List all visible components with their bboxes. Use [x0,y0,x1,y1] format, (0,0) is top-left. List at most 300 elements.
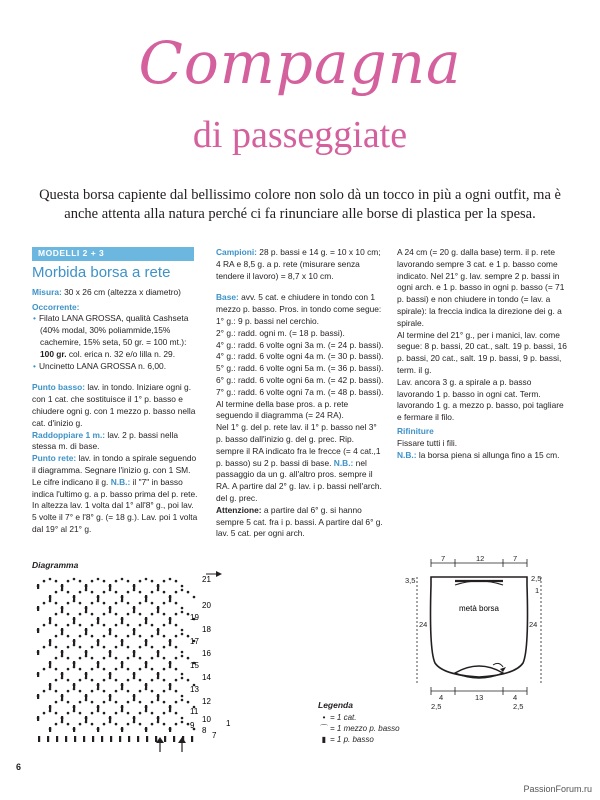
chain-stitch [181,695,184,698]
chain-stitch [151,712,154,715]
chain-stitch [115,613,118,616]
chain-stitch [91,635,94,638]
chain-stitch [133,633,136,636]
chain-stitch [79,690,82,693]
chain-stitch [115,591,118,594]
chain-stitch [151,580,154,583]
chain-stitch [163,624,166,627]
chain-stitch [73,600,76,603]
svg-text:13: 13 [190,685,199,694]
chain-stitch [157,633,160,636]
chain-stitch [67,646,70,649]
chain-stitch [67,624,70,627]
single-crochet [133,672,135,677]
chain-stitch [133,611,136,614]
chain-stitch [127,679,130,682]
base-single-crochet [56,736,58,742]
base-single-crochet [83,736,85,742]
chain-stitch [139,679,142,682]
single-crochet [109,628,111,633]
finish-text: A 24 cm (= 20 g. dalla base) term. il p. rete lavorando sempre 3 cat. e 1 p. basso come indicato. Nel 21° g. lav. sempre 2 p. bassi in ogni arch. e 1 p. basso in ogni p. basso (= 71 p. bassi) e non chiudere in tondo (= lav. a spirale): la freccia indica la direzione dei g. a spirale. [397,247,565,328]
single-crochet [169,617,171,622]
single-crochet [133,606,135,611]
chain-stitch [55,657,58,660]
single-crochet [37,716,39,721]
base: Base: avv. 5 cat. e chiudere in tondo con 1 mezzo p. basso. Pros. in tondo come segue: [216,292,382,315]
chain-stitch [163,712,166,715]
single-crochet [49,683,51,688]
chain-stitch [79,602,82,605]
occorrente-label: Occorrente: [32,301,80,312]
legend-title: Legenda [318,700,353,710]
base-single-crochet [155,736,157,742]
chain-stitch [49,666,52,669]
chain-stitch [115,602,118,605]
mesh-grid [37,578,196,742]
chain-stitch [61,589,64,592]
svg-text:4: 4 [513,693,518,702]
materials-hook: • Uncinetto LANA GROSSA n. 6,00. [32,361,200,373]
single-crochet [85,672,87,677]
chain-stitch [157,655,160,658]
chain-stitch [121,600,124,603]
svg-text:18: 18 [202,625,211,634]
chain-stitch [121,688,124,691]
chain-stitch [55,613,58,616]
single-crochet [97,727,99,732]
single-crochet [109,716,111,721]
chain-stitch [139,657,142,660]
chain-stitch [163,657,166,660]
svg-text:24: 24 [419,620,428,629]
single-crochet [169,727,171,732]
chain-stitch [43,646,46,649]
chain-stitch [115,668,118,671]
chain-stitch [133,589,136,592]
chain-stitch [85,633,88,636]
chain-stitch [109,677,112,680]
chain-stitch [91,723,94,726]
chain-stitch [55,646,58,649]
chain-stitch [151,701,154,704]
single-crochet [157,606,159,611]
chain-stitch [115,657,118,660]
chain-stitch [157,721,160,724]
intro-paragraph: Questa borsa capiente dal bellissimo colore non solo dà un tocco in più a ogni outfit, ma è anche attenta alla natura perché ci fa rinunciare alle borse di plastica per la spesa. [39,187,561,222]
page-subtitle: di passeggiate [192,114,408,156]
svg-text:17: 17 [190,637,199,646]
chain-stitch [133,655,136,658]
attenzione: Attenzione: a partire dal 6° g. si hanno sempre 5 cat. fra i p. bassi. A partire dal 6° g. lav. 5 cat. per ogni arch. [216,504,383,539]
chain-stitch [163,701,166,704]
base-row: 4° g.: radd. 6 volte ogni 3a m. (= 24 p. bassi). [216,339,384,350]
chain-stitch [79,701,82,704]
chain-stitch [175,690,178,693]
chain-stitch [151,679,154,682]
base-single-crochet [47,736,49,742]
chain-stitch [163,668,166,671]
base-single-crochet [74,736,76,742]
single-crochet [169,683,171,688]
single-crochet [121,705,123,710]
chain-stitch [79,580,82,583]
chain-stitch [139,624,142,627]
chain-stitch [187,701,190,704]
chain-stitch [55,712,58,715]
chain-stitch [67,701,70,704]
svg-text:2,5: 2,5 [513,702,524,710]
chain-stitch [55,602,58,605]
chain-stitch [103,701,106,704]
svg-text:12: 12 [476,555,485,563]
legend [318,712,400,745]
misura: Misura: 30 x 26 cm (altezza x diametro) [32,286,181,297]
chain-stitch [91,602,94,605]
single-crochet [145,705,147,710]
chain-stitch [175,591,178,594]
single-crochet [145,595,147,600]
chain-stitch [67,690,70,693]
chain-stitch [139,690,142,693]
chain-stitch [127,668,130,671]
single-crochet [85,694,87,699]
chain-stitch [151,635,154,638]
svg-text:15: 15 [190,661,199,670]
chain-stitch [91,613,94,616]
chain-stitch [115,580,118,583]
svg-text:14: 14 [202,673,211,682]
chain-stitch [109,699,112,702]
chain-stitch [121,644,124,647]
chain-stitch [145,600,148,603]
single-crochet [133,584,135,589]
footer-watermark: PassionForum.ru [523,784,592,794]
chain-stitch [43,602,46,605]
chain-stitch [127,635,130,638]
svg-text:12: 12 [202,697,211,706]
chain-stitch [181,585,184,588]
chain-stitch [121,666,124,669]
chain-stitch [79,668,82,671]
chain-stitch [145,710,148,713]
chain-stitch [85,699,88,702]
chain-stitch [175,646,178,649]
chain-stitch [61,721,64,724]
chain-stitch [187,635,190,638]
chain-stitch [187,657,190,660]
base-single-crochet [101,736,103,742]
materials-yarn: • Filato LANA GROSSA, qualità Cashseta (40% modal, 30% poliammide,15% cachemire, 15% seta, 50 gr. = 100 mt.): 100 gr. col. erica n. 32 e/o lilla n. 29. [32,313,200,360]
chain-stitch [91,712,94,715]
chain-stitch [91,591,94,594]
chain-stitch [115,723,118,726]
chain-stitch [163,602,166,605]
base-single-crochet [119,736,121,742]
chain-stitch [97,644,100,647]
chain-stitch [151,657,154,660]
chain-stitch [103,679,106,682]
chain-stitch [181,611,184,614]
single-crochet [73,617,75,622]
single-crochet [133,650,135,655]
chain-stitch [115,635,118,638]
chain-stitch [115,679,118,682]
single-crochet [61,606,63,611]
chain-stitch [115,690,118,693]
chain-stitch [79,679,82,682]
page-number: 6 [16,762,22,772]
single-crochet [169,705,171,710]
chain-stitch [73,710,76,713]
chain-stitch [151,613,154,616]
chain-stitch [169,622,172,625]
chain-stitch [43,580,46,583]
chain-stitch [79,657,82,660]
svg-text:16: 16 [202,649,211,658]
chain-stitch [163,591,166,594]
chain-stitch [43,690,46,693]
crochet-diagram [30,570,240,755]
chain-stitch [187,591,190,594]
single-crochet [61,650,63,655]
rifiniture-label: Rifiniture [397,425,434,436]
single-crochet [37,650,39,655]
single-crochet [37,694,39,699]
chain-stitch [169,666,172,669]
chain-stitch [91,701,94,704]
svg-text:13: 13 [475,693,484,702]
chain-stitch [127,646,130,649]
single-crochet [157,650,159,655]
chain-stitch [151,668,154,671]
single-crochet [145,727,147,732]
chain-stitch [79,613,82,616]
single-crochet [49,705,51,710]
chain-stitch [175,602,178,605]
campioni: Campioni: 28 p. bassi e 14 g. = 10 x 10 cm; 4 RA e 8,5 g. a p. rete (misurare senza tendere il lavoro) = 8,7 x 10 cm. [216,247,381,281]
base-single-crochet [65,736,67,742]
chain-stitch [175,613,178,616]
chain-stitch [55,690,58,693]
chain-stitch [49,688,52,691]
single-crochet [97,639,99,644]
chain-stitch [127,690,130,693]
single-crochet [121,683,123,688]
handles-text: Al termine del 21° g., per i manici, lav. come segue: 8 p. bassi, 20 cat., salt. 19 p. bassi, 16 p. bassi, 20 cat., salt. 19 p. bassi, 9 p. bassi, term. il g. [397,329,567,375]
chain-stitch [145,666,148,669]
chain-stitch [103,712,106,715]
chain-stitch [73,622,76,625]
section-title: Morbida borsa a rete [32,263,171,281]
chain-stitch [127,591,130,594]
chain-stitch [67,635,70,638]
base-single-crochet [191,736,193,742]
chain-stitch [151,591,154,594]
bag-schematic [405,555,555,710]
chain-stitch [151,723,154,726]
svg-text:7: 7 [441,555,446,563]
chain-stitch [169,710,172,713]
chain-stitch [181,699,184,702]
chain-stitch [151,602,154,605]
chain-stitch [139,646,142,649]
chain-stitch [91,580,94,583]
base-row: 5° g.: radd. 6 volte ogni 5a m. (= 36 p. bassi). [216,363,384,374]
chain-stitch [85,677,88,680]
chain-stitch [109,655,112,658]
chain-stitch [139,668,142,671]
chain-stitch [181,629,184,632]
chain-stitch [175,657,178,660]
chain-stitch [79,624,82,627]
chain-stitch [133,699,136,702]
single-crochet [109,672,111,677]
chain-stitch [127,580,130,583]
punto-rete: Punto rete: lav. in tondo a spirale seguendo il diagramma. Segnare l'inizio g. con 1 SM. Le cifre indicano il g. N.B.: il "7" in basso indica l'ultimo g. a p. basso prima del p. rete. In altezza lav. 1 volta dal 1° all'8° g., poi lav. 5 volte il 7° e l'8° g. (= 18 g.). Lav. poi 1 volta dal 19° al 21° g. [32,453,198,534]
chain-stitch [127,712,130,715]
chain-stitch [73,644,76,647]
chain-stitch [181,655,184,658]
chain-stitch [121,710,124,713]
chain-stitch [61,699,64,702]
single-crochet [73,639,75,644]
chain-stitch [91,657,94,660]
single-crochet [121,639,123,644]
single-crochet [73,661,75,666]
single-crochet [97,683,99,688]
legend-item-sc: ▮ = 1 p. basso [321,735,374,744]
chain-stitch [73,688,76,691]
chain-stitch [121,622,124,625]
chain-stitch [127,657,130,660]
chain-stitch [97,710,100,713]
chain-stitch [55,635,58,638]
chain-stitch [115,701,118,704]
single-crochet [145,639,147,644]
chain-stitch [67,668,70,671]
chain-stitch [163,580,166,583]
svg-text:7: 7 [212,731,217,740]
single-crochet [85,584,87,589]
chain-stitch [127,613,130,616]
chain-stitch [163,723,166,726]
rifiniture-text: Fissare tutti i fili. [397,437,458,448]
chain-stitch [109,611,112,614]
chain-stitch [109,633,112,636]
chain-stitch [49,644,52,647]
single-crochet [145,661,147,666]
chain-stitch [55,679,58,682]
chain-stitch [61,633,64,636]
single-crochet [133,628,135,633]
chain-stitch [103,602,106,605]
diagram-label: Diagramma [32,560,79,570]
single-crochet [73,683,75,688]
chain-stitch [139,602,142,605]
chain-stitch [73,578,76,581]
chain-stitch [43,668,46,671]
chain-stitch [67,613,70,616]
svg-text:21: 21 [202,575,211,584]
chain-stitch [79,646,82,649]
chain-stitch [85,655,88,658]
chain-stitch [55,591,58,594]
chain-stitch [163,635,166,638]
base-single-crochet [128,736,130,742]
chain-stitch [181,633,184,636]
single-crochet [85,650,87,655]
base-single-crochet [164,736,166,742]
svg-text:19: 19 [190,613,199,622]
single-crochet [97,595,99,600]
chain-stitch [169,644,172,647]
single-crochet [85,606,87,611]
legend-item-half-sc: ⌒ = 1 mezzo p. basso [320,724,400,733]
chain-stitch [103,646,106,649]
chain-stitch [85,589,88,592]
single-crochet [169,639,171,644]
chain-stitch [139,701,142,704]
chain-stitch [103,613,106,616]
chain-stitch [175,712,178,715]
chain-stitch [187,613,190,616]
single-crochet [61,694,63,699]
chain-stitch [163,613,166,616]
chain-stitch [85,611,88,614]
single-crochet [73,705,75,710]
chain-stitch [67,679,70,682]
chain-stitch [67,591,70,594]
chain-stitch [103,657,106,660]
chain-stitch [85,721,88,724]
chain-stitch [103,580,106,583]
single-crochet [61,584,63,589]
chain-stitch [79,723,82,726]
single-crochet [61,716,63,721]
svg-text:10: 10 [202,715,211,724]
chain-stitch [103,723,106,726]
schematic-label: metà borsa [458,604,500,613]
chain-stitch [67,602,70,605]
chain-stitch [61,655,64,658]
svg-text:7: 7 [513,555,518,563]
chain-stitch [133,677,136,680]
base-single-crochet [137,736,139,742]
chain-stitch [163,646,166,649]
chain-stitch [109,721,112,724]
chain-stitch [175,624,178,627]
chain-stitch [187,723,190,726]
single-crochet [109,694,111,699]
chain-stitch [175,580,178,583]
chain-stitch [175,701,178,704]
chain-stitch [91,646,94,649]
chain-stitch [169,600,172,603]
single-crochet [97,705,99,710]
single-crochet [169,661,171,666]
chain-stitch [91,668,94,671]
punto-basso: Punto basso: lav. in tondo. Iniziare ogni g. con 1 cat. che sostituisce il 1° p. basso e chiudere ogni g. con 1 mezzo p. basso nella cat. d'inizio g. [32,382,196,428]
single-crochet [109,584,111,589]
chain-stitch [49,622,52,625]
chain-stitch [49,600,52,603]
chain-stitch [49,578,52,581]
chain-stitch [115,712,118,715]
chain-stitch [157,677,160,680]
single-crochet [49,617,51,622]
after-base: Al termine della base pros. a p. rete seguendo il diagramma (= 24 RA). [216,398,349,421]
chain-stitch [97,688,100,691]
